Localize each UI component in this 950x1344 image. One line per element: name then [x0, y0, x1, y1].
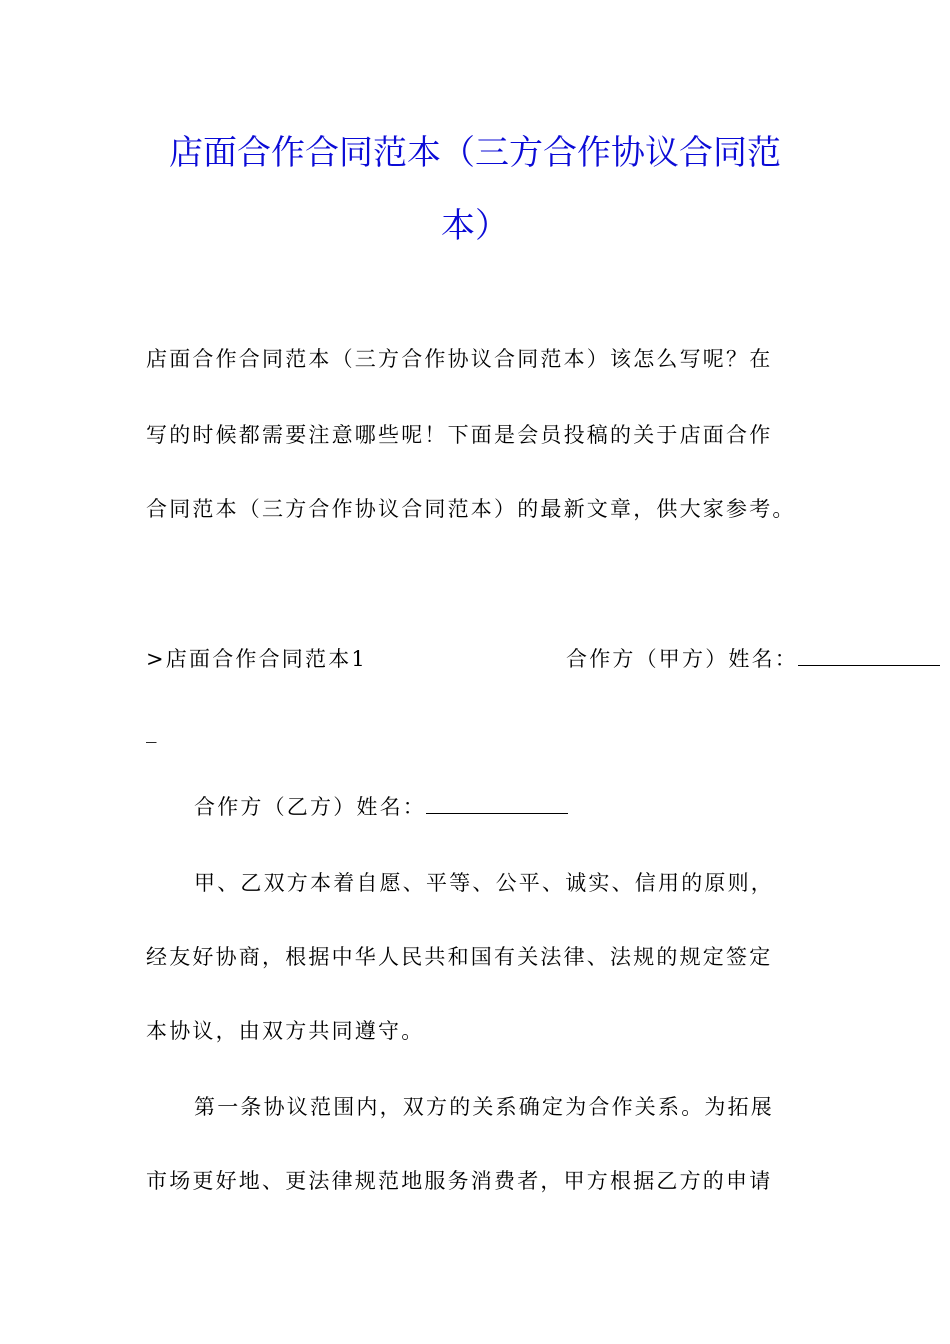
- contract-heading: >店面合作合同范本1: [146, 647, 367, 671]
- para1-line-2: 经友好协商，根据中华人民共和国有关法律、法规的规定签定: [146, 945, 773, 969]
- party-a-label: 合作方（甲方）姓名：: [566, 647, 798, 671]
- party-b-label: 合作方（乙方）姓名：: [194, 795, 426, 819]
- para2-line-1: 第一条协议范围内，双方的关系确定为合作关系。为拓展: [194, 1095, 774, 1119]
- contract-heading-row: [146, 644, 808, 678]
- para1-line-1: 甲、乙双方本着自愿、平等、公平、诚实、信用的原则，: [194, 871, 774, 895]
- document-title-line-1: 店面合作合同范本（三方合作协议合同范: [169, 133, 781, 173]
- party-b-field: [194, 792, 614, 822]
- document-title-line-2: 本）: [441, 206, 509, 246]
- party-b-blank: [426, 793, 568, 814]
- intro-line-2: 写的时候都需要注意哪些呢！下面是会员投稿的关于店面合作: [146, 423, 773, 447]
- party-a-field: [566, 644, 940, 674]
- party-a-blank: [798, 645, 940, 666]
- intro-line-3: 合同范本（三方合作协议合同范本）的最新文章，供大家参考。: [146, 497, 796, 521]
- para1-line-3: 本协议，由双方共同遵守。: [146, 1019, 425, 1043]
- party-a-blank-tail: _: [146, 719, 159, 743]
- para2-line-2: 市场更好地、更法律规范地服务消费者，甲方根据乙方的申请: [146, 1169, 773, 1193]
- intro-line-1: 店面合作合同范本（三方合作协议合同范本）该怎么写呢？在: [146, 347, 773, 371]
